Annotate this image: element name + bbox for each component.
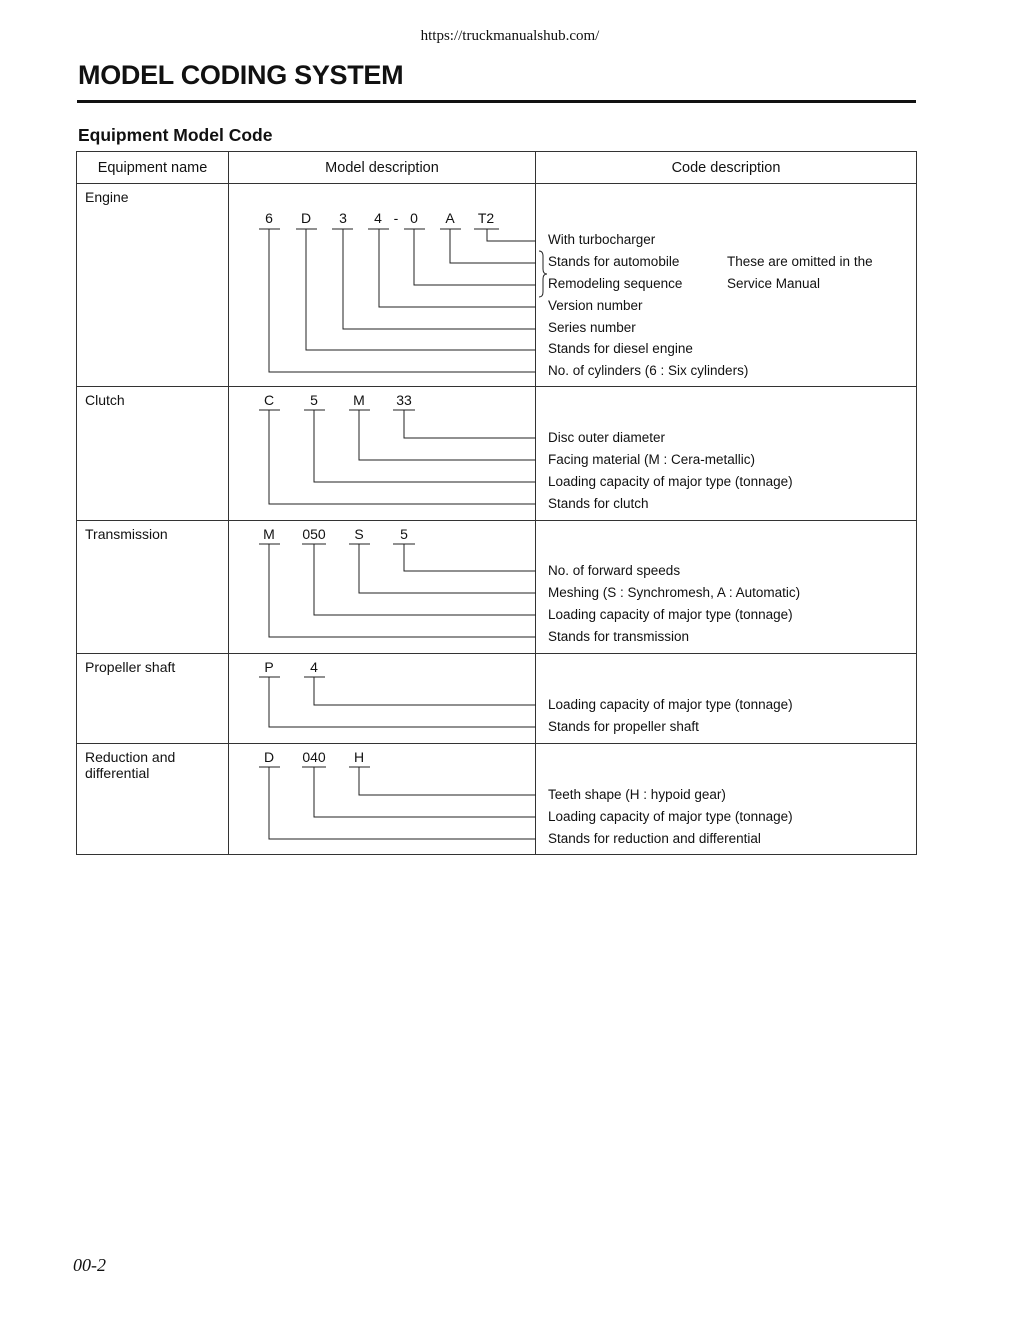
page-number: 00-2 (73, 1255, 106, 1275)
code-description: No. of forward speeds (548, 563, 681, 578)
model-code-table (76, 151, 916, 855)
code-description: Meshing (S : Synchromesh, A : Automatic) (548, 585, 801, 600)
page-title: MODEL CODING SYSTEM (78, 60, 404, 90)
code-char: 6 (265, 210, 273, 226)
title-rule (77, 100, 916, 103)
table-row-clutch (77, 387, 917, 521)
omitted-note: Service Manual (727, 276, 821, 291)
section-subtitle: Equipment Model Code (78, 125, 273, 145)
code-description: Teeth shape (H : hypoid gear) (548, 787, 726, 802)
code-char: M (263, 526, 275, 542)
transmission-code-diagram (229, 521, 536, 654)
code-description: Stands for automobile (548, 254, 680, 269)
code-description: With turbocharger (548, 232, 656, 247)
code-description: Version number (548, 298, 643, 313)
code-char: D (300, 210, 312, 226)
propeller-code-diagram (229, 654, 536, 744)
code-char: 0 (410, 210, 418, 226)
source-url: https://truckmanualshub.com/ (420, 28, 600, 44)
code-char: 5 (310, 392, 318, 408)
code-description: Stands for reduction and differential (548, 831, 761, 846)
code-char: H (353, 749, 365, 765)
header-equipment-name: Equipment name (77, 152, 229, 184)
header-code-description: Code description (536, 152, 917, 184)
code-char: 050 (302, 526, 326, 542)
code-description: Stands for clutch (548, 496, 649, 511)
code-description: Loading capacity of major type (tonnage) (548, 607, 793, 622)
clutch-code-diagram (229, 387, 536, 521)
equipment-name-engine: Engine (77, 184, 229, 387)
header-model-description: Model description (229, 152, 536, 184)
code-description: Stands for propeller shaft (548, 719, 699, 734)
code-description: Stands for transmission (548, 629, 690, 644)
code-description: Stands for diesel engine (548, 341, 693, 356)
code-char: 040 (302, 749, 326, 765)
code-char: C (263, 392, 275, 408)
code-description: Disc outer diameter (548, 430, 666, 445)
code-description: Loading capacity of major type (tonnage) (548, 474, 793, 489)
equipment-name-clutch: Clutch (77, 387, 229, 521)
code-char: M (353, 392, 365, 408)
code-char: P (264, 659, 274, 675)
code-description: Loading capacity of major type (tonnage) (548, 697, 793, 712)
table-row-propeller-shaft (77, 654, 917, 744)
code-char: T2 (477, 210, 495, 226)
code-char: 4 (374, 210, 382, 226)
equipment-name-transmission: Transmission (77, 521, 229, 654)
code-description: Loading capacity of major type (tonnage) (548, 809, 793, 824)
code-description: No. of cylinders (6 : Six cylinders) (548, 363, 749, 378)
code-char: 3 (339, 210, 347, 226)
code-char: 4 (310, 659, 318, 675)
equipment-name-reduction-differential: Reduction and differential (77, 744, 229, 855)
code-char: D (263, 749, 275, 765)
code-char: - (393, 210, 399, 226)
code-char: A (445, 210, 455, 226)
omitted-note: These are omitted in the (727, 254, 873, 269)
table-header-row (77, 152, 917, 184)
code-char: 5 (400, 526, 408, 542)
code-description: Facing material (M : Cera-metallic) (548, 452, 756, 467)
table-row-engine (77, 184, 917, 387)
code-description: Series number (548, 320, 636, 335)
code-char: S (354, 526, 364, 542)
code-description: Remodeling sequence (548, 276, 683, 291)
table-row-reduction-differential (77, 744, 917, 855)
reduction-code-diagram (229, 744, 536, 855)
code-char: 33 (396, 392, 412, 408)
brace-icon (536, 250, 548, 298)
table-row-transmission (77, 521, 917, 654)
equipment-name-propeller-shaft: Propeller shaft (77, 654, 229, 744)
